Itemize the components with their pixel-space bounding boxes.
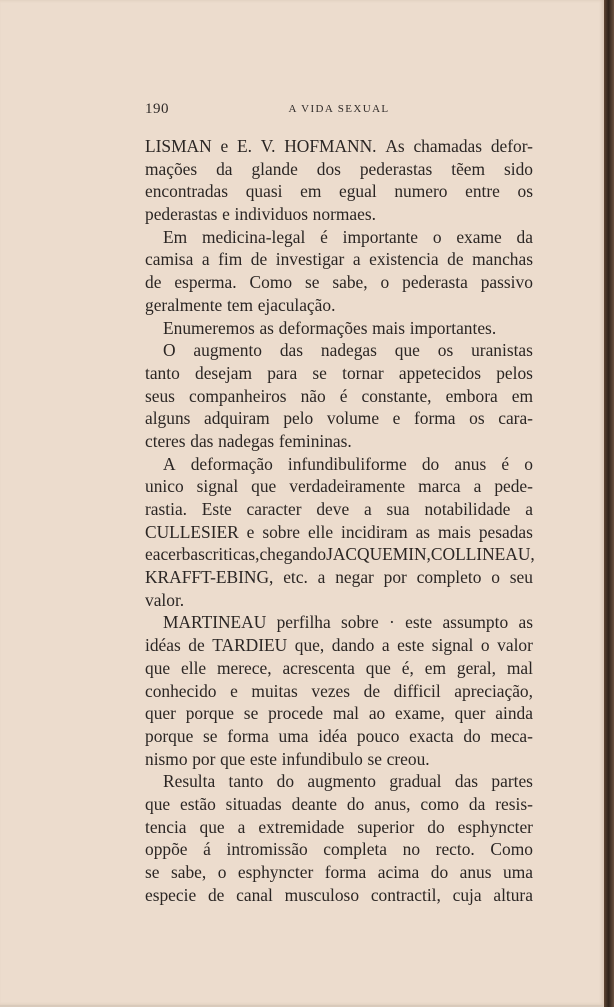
text-line: KRAFFT-EBING, etc. a negar por completo o seu [145, 567, 533, 588]
text-line: alguns adquiram pelo volume e forma os cara- [145, 408, 533, 429]
text-line: camisa a fim de investigar a existencia de manchas [145, 249, 533, 270]
text-line: MARTINEAU perfilha sobre · este assumpto as [163, 612, 533, 633]
text-line: rastia. Este caracter deve a sua notabilidade a [145, 499, 533, 519]
text-line: seus companheiros não é constante, embora em [145, 385, 533, 406]
text-line: A deformação infundibuliforme do anus é o [163, 453, 533, 474]
text-line: Em medicina-legal é importante o exame da [163, 226, 533, 247]
text-line: de esperma. Como se sabe, o pederasta passivo [145, 272, 533, 293]
running-title: A VIDA SEXUAL [288, 103, 390, 115]
text-line: pederastas e individuos normaes. [145, 204, 376, 225]
text-line: e acerbas criticas, chegando JACQUEMIN, COLLINEAU, [145, 544, 535, 565]
text-line: tencia que a extremidade superior do esphyncter [145, 816, 533, 837]
body-text [145, 135, 533, 906]
text-line: geralmente tem ejaculação. [145, 294, 336, 315]
text-line: quer porque se procede mal ao exame, quer ainda [145, 703, 533, 724]
text-line: idéas de TARDIEU que, dando a este signal o valor [145, 635, 533, 656]
text-line: tanto desejam para se tornar appetecidos pelos [145, 362, 533, 383]
text-line: nismo por que este infundibulo se creou. [145, 748, 430, 769]
text-line: Resulta tanto do augmento gradual das partes [163, 771, 533, 792]
text-line: especie de canal musculoso contractil, cuja altura [145, 884, 533, 905]
text-line: CULLESIER e sobre elle incidiram as mais pesadas [145, 521, 533, 542]
text-line: O augmento das nadegas que os uranistas [163, 340, 533, 361]
book-binding-edge [604, 0, 614, 1007]
text-line: unico signal que verdadeiramente marca a pede- [145, 476, 533, 497]
running-header [145, 101, 533, 119]
text-line: mações da glande dos pederastas tẽem sido [145, 158, 533, 179]
text-line: encontradas quasi em egual numero entre os [145, 181, 533, 202]
text-line: Enumeremos as deformações mais importantes. [163, 317, 497, 338]
text-line: conhecido e muitas vezes de difficil apreciação, [145, 680, 533, 701]
text-line: cteres das nadegas femininas. [145, 430, 352, 451]
text-line: porque se forma uma idéa pouco exacta do meca- [145, 725, 533, 746]
text-line: se sabe, o esphyncter forma acima do anus uma [145, 862, 533, 882]
page-number: 190 [145, 101, 169, 117]
text-line: que estão situadas deante do anus, como da resis- [145, 793, 533, 814]
text-line: LISMAN e E. V. HOFMANN. As chamadas defor- [145, 136, 533, 156]
text-line: que elle merece, acrescenta que é, em geral, mal [145, 657, 533, 678]
text-line: valor. [145, 589, 185, 610]
text-line: oppõe á intromissão completa no recto. Como [145, 839, 533, 860]
